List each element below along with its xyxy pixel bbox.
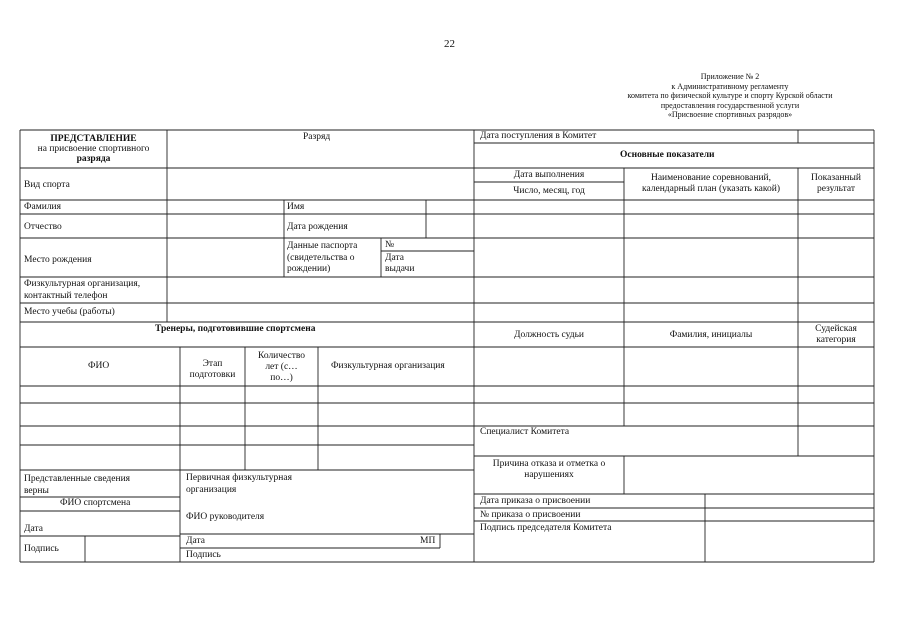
etap-column-header — [181, 355, 244, 385]
etap-line: Этап — [202, 359, 223, 369]
predst-line: Представленные сведения — [24, 474, 131, 484]
chislo-mesyac-god-header: Число, месяц, год — [513, 185, 585, 196]
kolichestvo-column-header — [246, 348, 317, 386]
osnovnye-pokazateli-title: Основные показатели — [620, 150, 715, 160]
passport-label-line: (свидетельства о — [287, 252, 355, 263]
sudeyskaya-kategoriya-header — [799, 323, 873, 347]
fio-column-header: ФИО — [88, 361, 110, 371]
data-vydachi-label — [385, 253, 414, 275]
kolichestvo-line: Количество — [257, 350, 306, 361]
pokaz-line: результат — [816, 184, 856, 194]
pokazanny-rezultat-header — [799, 169, 873, 199]
data-vydachi-line: выдачи — [385, 264, 415, 274]
vid-sporta-label: Вид спорта — [24, 180, 70, 190]
imya-label: Имя — [287, 202, 305, 212]
fizkult-org-line: контактный телефон — [24, 290, 108, 301]
podpis-label: Подпись — [24, 544, 59, 554]
mp-label: МП — [420, 536, 436, 546]
data-label: Дата — [24, 524, 43, 534]
prichina-line: Причина отказа и отметка о — [492, 459, 606, 469]
perv-org-line: организация — [186, 485, 237, 495]
pervichnaya-org-label — [186, 472, 292, 496]
etap-line: подготовки — [189, 370, 236, 380]
specialist-komiteta-label: Специалист Комитета — [480, 427, 570, 437]
fizkult-org-column-header: Физкультурная организация — [331, 361, 445, 371]
fizkult-org-line: Физкультурная организация, — [24, 279, 141, 289]
familiya-inicialy-header: Фамилия, инициалы — [669, 329, 753, 340]
appendix-line: к Административному регламенту — [671, 81, 789, 91]
mesto-ucheby-label: Место учебы (работы) — [24, 307, 115, 317]
naim-line: Наименование соревнований, — [650, 173, 772, 183]
data-rozhdeniya-label: Дата рождения — [287, 222, 348, 232]
mesto-rozhdeniya-label: Место рождения — [24, 255, 92, 265]
podpis-predsedatelya-label: Подпись председателя Комитета — [480, 523, 612, 533]
treners-title: Тренеры, подготовившие спортсмена — [155, 324, 316, 334]
familiya-label: Фамилия — [24, 202, 62, 212]
nomer-prikaza-label: № приказа о присвоении — [480, 510, 581, 520]
form-title — [22, 132, 165, 166]
data-vypolneniya-header: Дата выполнения — [513, 169, 585, 180]
passport-label-line: рождении) — [287, 264, 331, 274]
otchestvo-label: Отчество — [24, 222, 62, 232]
appendix-line: комитета по физической культуре и спорту Курской области — [627, 91, 833, 101]
dolzhnost-sudi-header: Должность судьи — [513, 329, 585, 340]
naim-line: календарный план (указать какой) — [641, 184, 781, 194]
form-title-line: на присвоение спортивного — [37, 144, 150, 154]
perv-org-line: Первичная физкультурная — [186, 473, 292, 483]
prichina-otkaza-label — [475, 457, 623, 483]
sud-line: Судейская — [815, 324, 857, 334]
passport-label-line: Данные паспорта — [287, 241, 358, 251]
predstavlennye-svedeniya-label — [24, 473, 130, 497]
data2-label: Дата — [186, 536, 205, 546]
data-vydachi-line: Дата — [385, 253, 404, 263]
appendix-line: «Присвоение спортивных разрядов» — [667, 110, 793, 120]
appendix-line: Приложение № 2 — [700, 72, 760, 81]
nomer-label: № — [385, 240, 395, 250]
data-postupleniya-label: Дата поступления в Комитет — [480, 131, 597, 141]
fio-sportsmena-label: ФИО спортсмена — [60, 498, 131, 508]
sud-line: категория — [816, 335, 856, 345]
form-title-line: ПРЕДСТАВЛЕНИЕ — [50, 134, 137, 144]
data-prikaza-label: Дата приказа о присвоении — [480, 496, 591, 506]
form-title-line: разряда — [76, 154, 111, 164]
naimenovanie-header — [625, 169, 797, 199]
passport-label — [287, 241, 357, 276]
prichina-line: нарушениях — [524, 470, 574, 480]
fio-rukovoditelya-label: ФИО руководителя — [186, 512, 265, 522]
kolichestvo-line: по…) — [270, 372, 293, 383]
appendix-line: предоставления государственной услуги — [660, 100, 800, 110]
podpis2-label: Подпись — [186, 550, 221, 560]
pokaz-line: Показанный — [811, 173, 861, 183]
predst-line: верны — [24, 486, 49, 496]
razryad-label: Разряд — [303, 132, 331, 142]
fizkult-org-label — [24, 279, 140, 302]
page-number: 22 — [444, 38, 455, 50]
kolichestvo-line: лет (с… — [265, 361, 298, 372]
